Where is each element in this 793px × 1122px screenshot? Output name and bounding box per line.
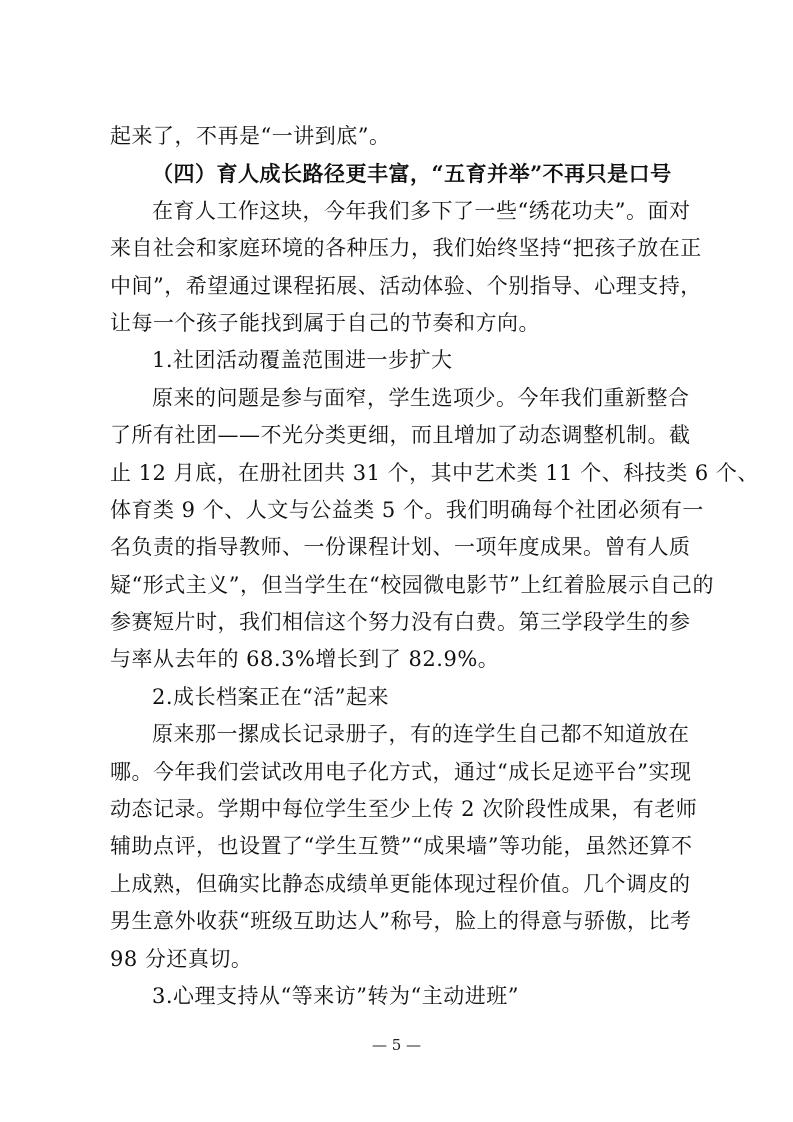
section-heading: （四）育人成长路径更丰富，“五育并举”不再只是口号	[152, 161, 672, 187]
paragraph-line: 辅助点评，也设置了“学生互赞”“成果墙”等功能，虽然还算不	[110, 834, 693, 859]
paragraph-line: 来自社会和家庭环境的各种压力，我们始终坚持“把孩子放在正	[110, 236, 702, 261]
paragraph-line-last: 让每一个孩子能找到属于自己的节奏和方向。	[110, 310, 540, 335]
subsection-heading: 3.心理支持从“等来访”转为“主动进班”	[152, 983, 519, 1008]
paragraph-line: 参赛短片时，我们相信这个努力没有白费。第三学段学生的参	[110, 610, 691, 635]
document-body	[110, 118, 759, 1015]
paragraph-line-last: 98 分还真切。	[110, 946, 253, 971]
paragraph-line: 中间”，希望通过课程拓展、活动体验、个别指导、心理支持，	[110, 273, 702, 298]
paragraph-line: 体育类 9 个、人文与公益类 5 个。我们明确每个社团必须有一	[110, 497, 704, 522]
page-number: — 5 —	[371, 1036, 422, 1054]
paragraph-line: 止 12 月底，在册社团共 31 个，其中艺术类 11 个、科技类 6 个、	[110, 460, 759, 485]
paragraph-line: 哪。今年我们尝试改用电子化方式，通过“成长足迹平台”实现	[110, 759, 692, 784]
paragraph-line: 上成熟，但确实比静态成绩单更能体现过程价值。几个调皮的	[110, 871, 691, 896]
subsection-heading: 1.社团活动覆盖范围进一步扩大	[152, 348, 453, 373]
paragraph-line: 名负责的指导教师、一份课程计划、一项年度成果。曾有人质	[110, 535, 691, 560]
paragraph-line-last: 与率从去年的 68.3%增长到了 82.9%。	[110, 647, 500, 672]
paragraph-continuation-line: 起来了，不再是“一讲到底”。	[110, 124, 391, 148]
subsection-heading: 2.成长档案正在“活”起来	[152, 684, 390, 709]
paragraph-line: 动态记录。学期中每位学生至少上传 2 次阶段性成果，有老师	[110, 797, 698, 822]
paragraph-line: 在育人工作这块，今年我们多下了一些“绣花功夫”。面对	[152, 198, 691, 223]
paragraph-line: 了所有社团——不光分类更细，而且增加了动态调整机制。截	[110, 423, 691, 448]
paragraph-line: 男生意外收获“班级互助达人”称号，脸上的得意与骄傲，比考	[110, 909, 692, 934]
paragraph-line: 疑“形式主义”，但当学生在“校园微电影节”上红着脸展示自己的	[110, 572, 714, 597]
paragraph-line: 原来的问题是参与面窄，学生选项少。今年我们重新整合	[152, 385, 690, 410]
paragraph-line: 原来那一摞成长记录册子，有的连学生自己都不知道放在	[152, 722, 690, 747]
